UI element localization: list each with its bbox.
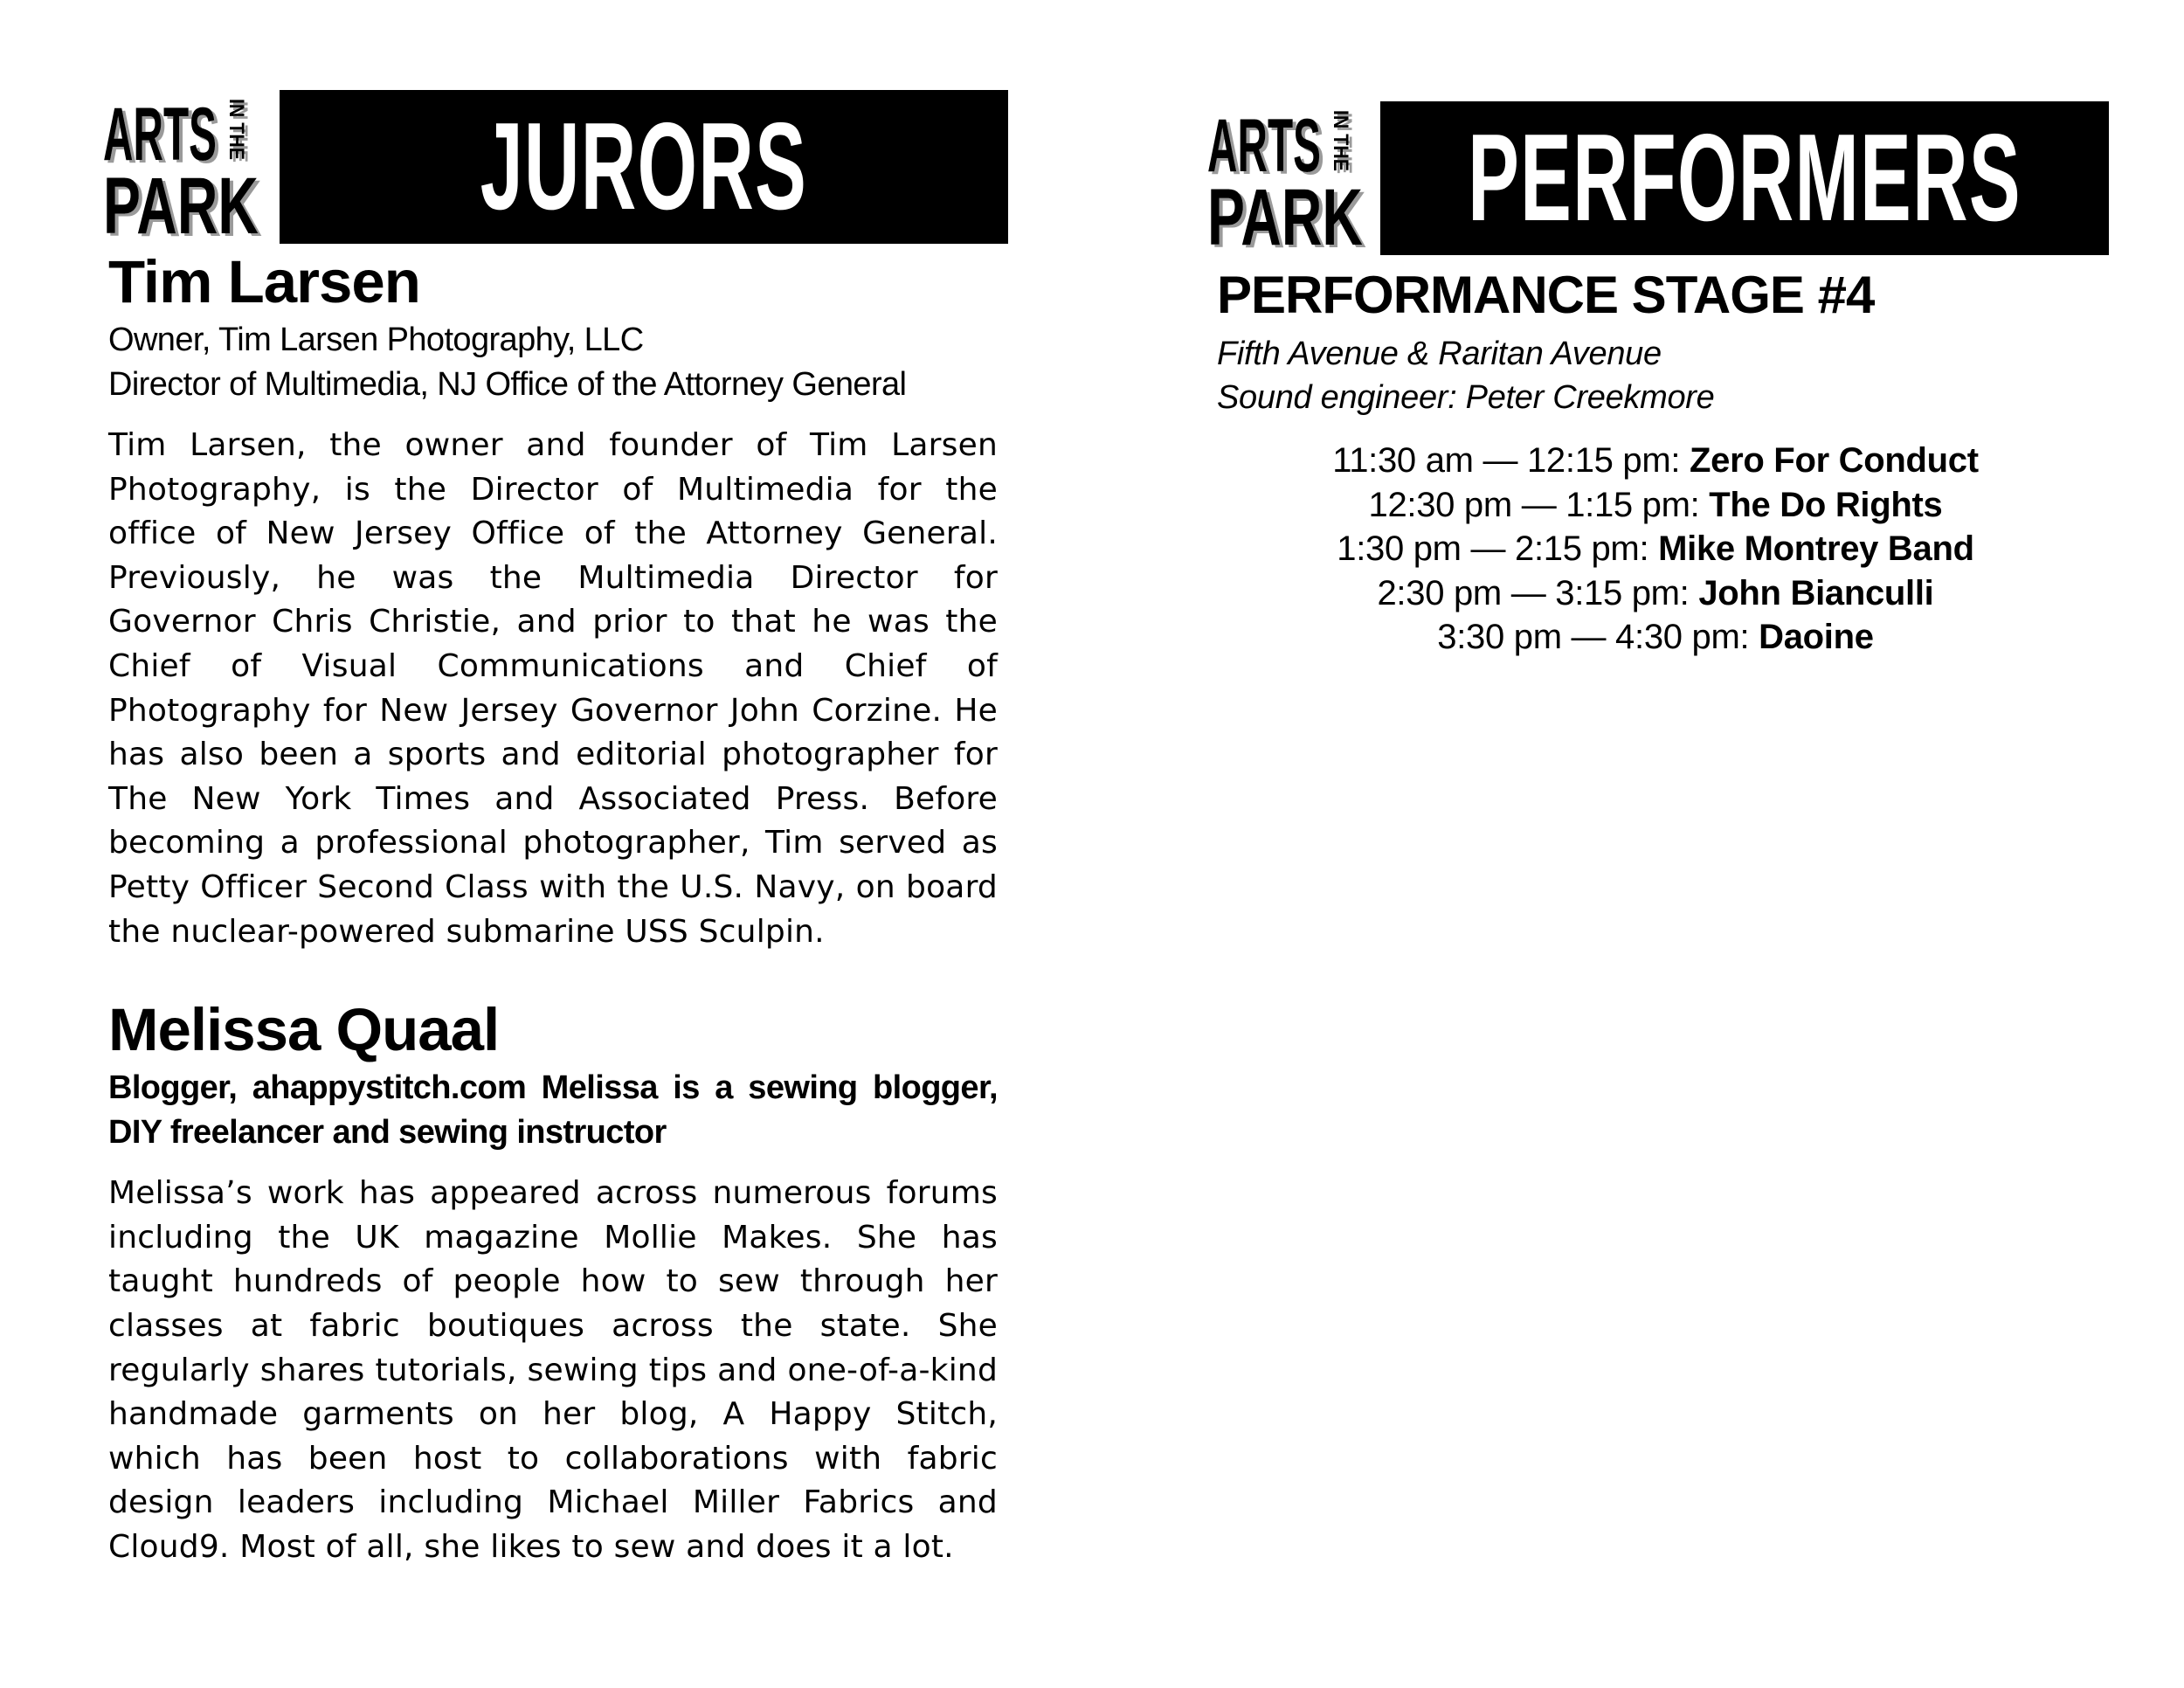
logo-word-in-the: IN THE [225,99,248,168]
stage-title: PERFORMANCE STAGE #4 [1217,266,1875,324]
schedule-act: Mike Montrey Band [1658,529,1974,568]
schedule-time: 11:30 am — 12:15 pm: [1332,441,1681,480]
schedule-act: Daoine [1759,618,1874,656]
performers-column [1217,259,2108,660]
schedule-item [1217,615,2094,660]
juror-title [108,318,998,407]
jurors-column [108,246,998,1569]
logo-word-park: PARK [1207,173,1363,253]
arts-in-the-park-logo [1207,105,1373,253]
schedule-time: 12:30 pm — 1:15 pm: [1368,485,1700,524]
schedule-item [1217,571,2094,616]
juror-title-line: Owner, Tim Larsen Photography, LLC [108,322,644,358]
juror-name: Tim Larsen [108,248,420,315]
arts-in-the-park-logo [103,93,269,242]
schedule-time: 2:30 pm — 3:15 pm: [1377,573,1690,612]
sound-engineer: Sound engineer: Peter Creekmore [1217,379,1715,416]
jurors-header-text: JURORS [480,97,808,236]
logo-word-arts: ARTS [1207,105,1321,188]
schedule-time: 1:30 pm — 2:15 pm: [1337,529,1649,568]
performance-schedule [1217,439,2094,660]
schedule-item [1217,483,2094,528]
schedule-time: 3:30 pm — 4:30 pm: [1437,618,1750,656]
juror-title [108,1066,998,1155]
schedule-item [1217,439,2094,483]
stage-location: Fifth Avenue & Raritan Avenue [1217,336,1662,372]
schedule-act: The Do Rights [1709,485,1943,524]
logo-word-in-the: IN THE [1329,110,1352,179]
logo-word-park: PARK [103,162,259,242]
juror-title-line: Blogger, ahappystitch.com Melissa is a sewing blogger, DIY freelancer and sewing instructor [108,1069,998,1152]
logo-word-arts: ARTS [103,93,217,176]
performers-header-text: PERFORMERS [1468,108,2022,247]
schedule-act: Zero For Conduct [1690,441,1979,480]
juror-bio: Tim Larsen, the owner and founder of Tim Larsen Photography, is the Director of Multimedia for the office of New Jersey Office of the Attorney General. Previously, he was the Multimedia Director for Governor Chris Christie, and prior to that he was the Chief of Visual Communications and Chief of Photography for New Jersey Governor John Corzine. He has also been a sports and editorial photographer for The New York Times and Associated Press. Before becoming a professional photographer, Tim served as Petty Officer Second Class with the U.S. Navy, on board the nuclear-powered submarine USS Sculpin. [108,427,998,950]
juror-bio: Melissa’s work has appeared across numerous forums including the UK magazine Mollie Makes. She has taught hundreds of people how to sew through her classes at fabric boutiques across the state. She regularly shares tutorials, sewing tips and one-of-a-kind handmade garments on her blog, A Happy Stitch, which has been host to collaborations with fabric design leaders including Michael Miller Fabrics and Cloud9. Most of all, she likes to sew and does it a lot. [108,1175,998,1565]
juror-title-line: Director of Multimedia, NJ Office of the Attorney General [108,366,907,403]
schedule-item [1217,527,2094,571]
juror-name: Melissa Quaal [108,996,500,1064]
juror-entry [108,994,998,1569]
schedule-act: John Bianculli [1698,573,1934,612]
performers-header [1380,101,2109,255]
juror-entry [108,246,998,954]
jurors-header [280,90,1008,244]
